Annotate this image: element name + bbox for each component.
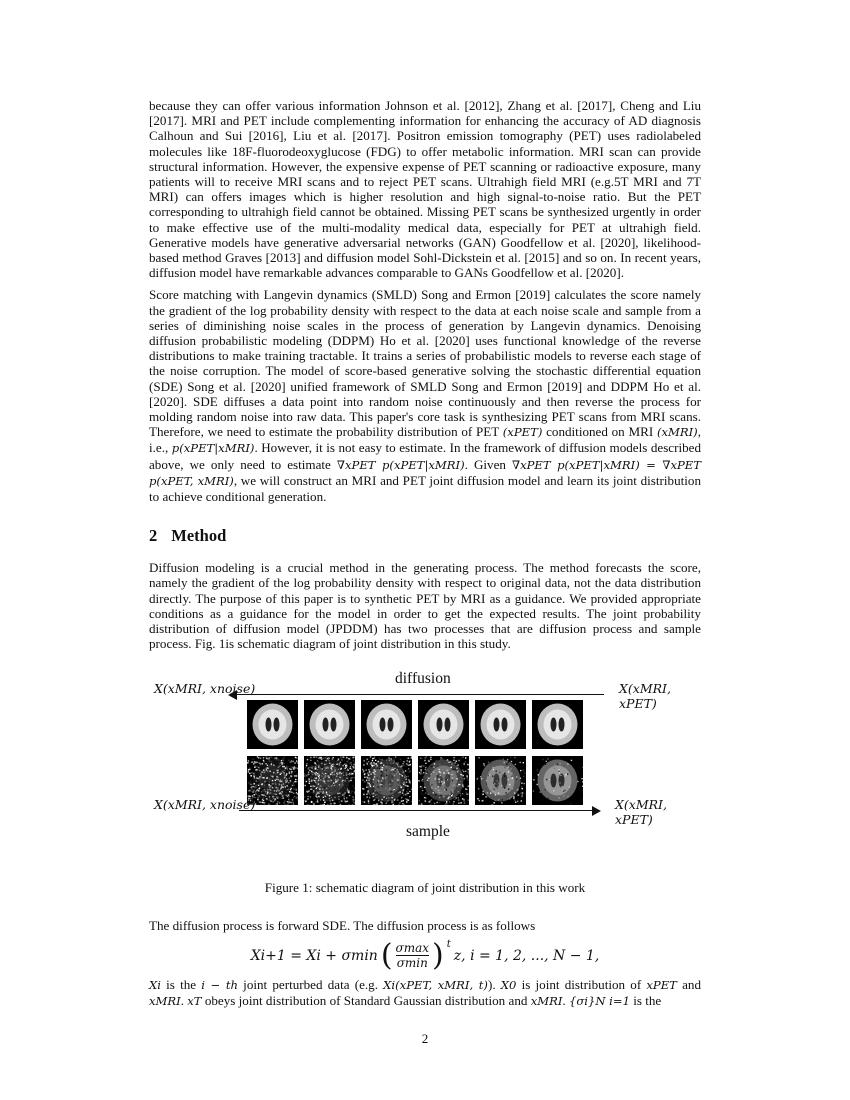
pet-slice-2 [304, 756, 355, 805]
text: . Given [464, 456, 512, 472]
mri-brain-slice [532, 700, 583, 749]
sample-arrow [239, 810, 595, 812]
text: . [562, 992, 569, 1008]
math-xpet-2: xPET [646, 977, 677, 992]
mri-slice-2 [304, 700, 355, 749]
text: Score matching with Langevin dynamics (SMLD) Song and Ermon [2019] calculates the score namely the gradient of the log probability density with respect to the data at each noise scale and sample from a series of diminishing noise scales in the process of generation by Langevin dynamics. Denoising diffusion probabilistic modeling (DDPM) Ho et al. [2020] uses functional knowledge of the reverse distributions to make training tractable. It trains a series of probabilistic models to reverse each stage of the noise corruption. The model of score-based generative solving the stochastic differential equation (SDE) Song et al. [2020] unified framework of SMLD Song and Ermon [2019] and DDPM Ho et al. [2020]. SDE diffuses a data point into random noise continuously and then reverse the process for molding random noise into raw data. This paper's core task is synthesizing PET scans from MRI scans. Therefore, we need to estimate the probability distribution of PET [149, 287, 701, 440]
mri-brain-slice [361, 700, 412, 749]
text: , i.e., [149, 424, 701, 456]
brain-image-grid [247, 700, 583, 805]
figure-label-right-bottom: X(xMRI, xPET) [615, 796, 667, 827]
mri-slice-4 [418, 700, 469, 749]
pet-brain-slice [475, 756, 526, 805]
paren-close: ) [432, 937, 444, 973]
paren-open: ( [380, 937, 393, 973]
equation-lhs: Xi+1 = Xi + σmin [250, 947, 378, 964]
pet-row [247, 756, 583, 805]
mri-row [247, 700, 583, 749]
math-sigma-set: {σi}N i=1 [568, 993, 630, 1008]
figure-label-right-top: X(xMRI, xPET) [619, 680, 671, 711]
mri-slice-6 [532, 700, 583, 749]
math-ith: i − th [201, 977, 238, 992]
equation-fraction [396, 941, 430, 970]
figure-label-diffusion: diffusion [395, 669, 451, 687]
section-number: 2 [149, 526, 158, 546]
math-x0: X0 [500, 977, 517, 992]
math-xmri-3: xMRI [530, 993, 563, 1008]
diffusion-arrow [234, 694, 604, 696]
text: joint perturbed data (e.g. [238, 976, 384, 992]
section-title: Method [171, 526, 227, 546]
text: . However, it is not easy to estimate. In the framework of diffusion models described above, we only need to estimate [149, 440, 702, 472]
mri-brain-slice [304, 700, 355, 749]
text: is the [629, 992, 662, 1008]
paragraph-notation [149, 977, 701, 1009]
text: . [180, 992, 188, 1008]
equation-forward-sde [149, 937, 701, 973]
pet-slice-4 [418, 756, 469, 805]
paragraph-score-matching [149, 287, 701, 504]
math-grad-equality: ∇xPET p(xPET|xMRI) = ∇xPET p(xPET, xMRI) [149, 457, 701, 488]
pet-slice-3 [361, 756, 412, 805]
text: , we will construct an MRI and PET joint diffusion model and learn its joint distribution to achieve conditional generation. [149, 472, 701, 505]
math-conditional: p(xPET|xMRI) [171, 441, 255, 456]
math-xi-example: Xi(xPET, xMRI, t) [383, 977, 488, 992]
math-xpet: (xPET) [502, 425, 543, 440]
figure-1 [149, 670, 701, 870]
math-xi: Xi [149, 977, 161, 992]
equation-exponent: t [446, 939, 451, 951]
math-grad-conditional: ∇xPET p(xPET|xMRI) [336, 457, 465, 472]
fraction-denominator: σmin [396, 956, 428, 971]
math-xmri: (xMRI) [656, 425, 698, 440]
arrowhead-right-icon [592, 806, 601, 816]
figure-label-sample: sample [406, 822, 450, 840]
mri-slice-1 [247, 700, 298, 749]
pet-brain-slice [304, 756, 355, 805]
pet-brain-slice [361, 756, 412, 805]
paragraph-diffusion-process: The diffusion process is forward SDE. The diffusion process is as follows [149, 917, 536, 933]
mri-brain-slice [247, 700, 298, 749]
fraction-numerator: σmax [395, 941, 430, 956]
page-number: 2 [421, 1031, 429, 1046]
text: obeys joint distribution of Standard Gaussian distribution and [201, 992, 531, 1008]
pet-brain-slice [532, 756, 583, 805]
pet-brain-slice [418, 756, 469, 805]
mri-slice-3 [361, 700, 412, 749]
paragraph-method: Diffusion modeling is a crucial method in the generating process. The method forecasts the score, namely the gradient of the log probability density with respect to original data, not the data distribution directly. The purpose of this paper is to synthetic PET by MRI as a guidance. We provided appropriate conditions as a guidance for the model in order to get the expected results. The joint probability distribution of diffusion model (JPDDM) has two processes that are diffusion process and sample process. Fig. 1is schematic diagram of joint distribution in this study. [149, 560, 701, 652]
figure-label-left-top: X(xMRI, xnoise) [154, 680, 256, 696]
mri-brain-slice [475, 700, 526, 749]
section-heading [149, 526, 701, 546]
text: is the [160, 976, 202, 992]
pet-slice-6 [532, 756, 583, 805]
mri-brain-slice [418, 700, 469, 749]
mri-slice-5 [475, 700, 526, 749]
math-xt: xT [187, 993, 202, 1008]
math-xmri-2: xMRI [149, 993, 181, 1008]
figure-caption: Figure 1: schematic diagram of joint distribution in this work [264, 879, 586, 895]
text: and [676, 976, 701, 992]
paragraph-intro-cont: because they can offer various information Johnson et al. [2012], Zhang et al. [2017], Cheng and Liu [2017]. MRI and PET include complementing information for enhancing the accuracy of AD diagnosis Calhoun and Sui [2016], Liu et al. [2017]. Positron emission tomography (PET) uses radiolabeled molecules like 18F-fluorodeoxyglucose (FDG) to offer metabolic information. MRI scan can provide structural information. However, the expensive expense of PET scanning or radioactive exposure, many patients will to receive MRI scans and to reject PET scans. Ultrahigh field MRI (e.g.5T MRI and 7T MRI) can offers images which is higher resolution and high signal-to-noise ratio. But the PET corresponding to ultrahigh field cannot be obtained. Missing PET scans be synthesized urgently in order to make effective use of the multi-modality medical data, especially for PET at ultrahigh field. Generative models have generative adversarial networks (GAN) Goodfellow et al. [2020], likelihood-based method Graves [2013] and diffusion model Sohl-Dickstein et al. [2015] and so on. In recent years, diffusion model have remarkable advances comparable to GANs Goodfellow et al. [2020]. [149, 98, 701, 281]
text: conditioned on MRI [542, 424, 657, 440]
text: ). [487, 976, 501, 992]
figure-label-left-bottom: X(xMRI, xnoise) [154, 796, 256, 812]
page-content [149, 98, 701, 1009]
equation-rhs: z, i = 1, 2, ..., N − 1, [453, 947, 600, 964]
text: is joint distribution of [516, 976, 647, 992]
pet-slice-5 [475, 756, 526, 805]
